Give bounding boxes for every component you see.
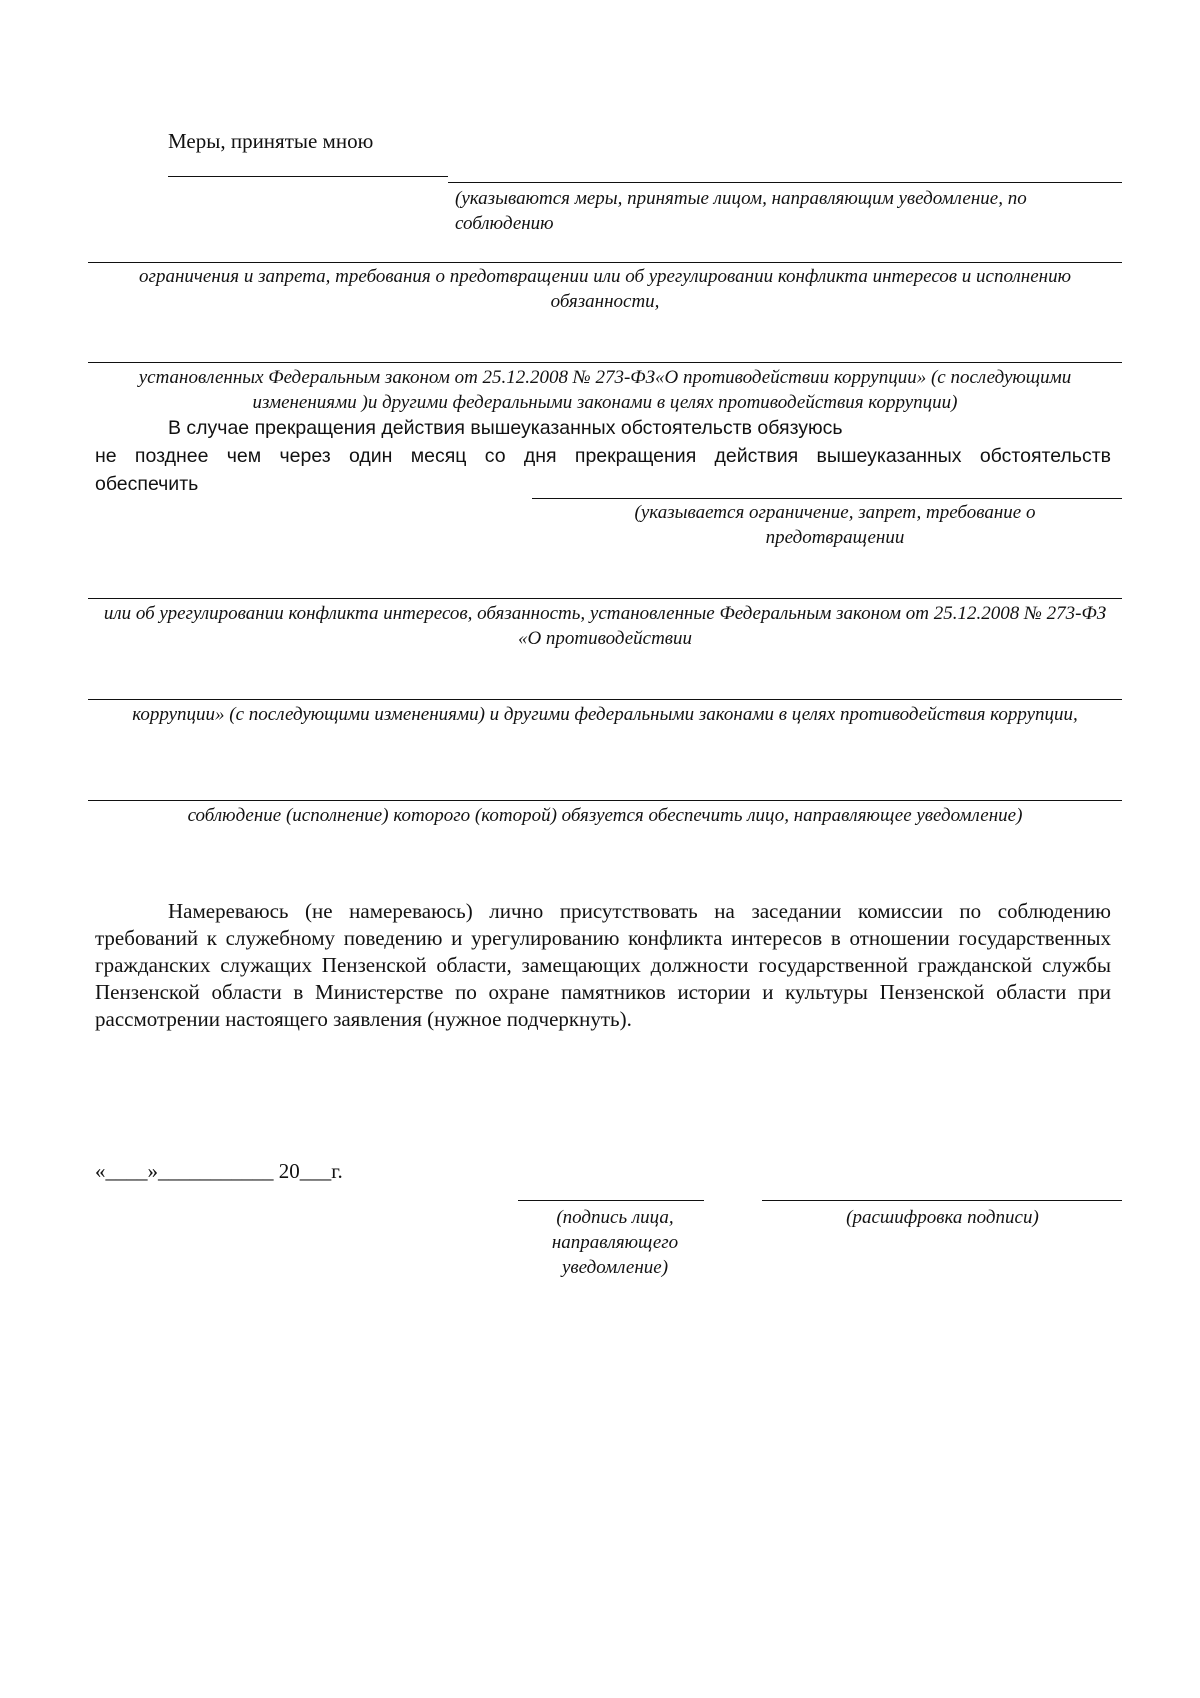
measures-note-1: (указываются меры, принятые лицом, направляющим уведомление, по соблюдению bbox=[455, 188, 1027, 234]
obligation-blank-3 bbox=[88, 699, 1122, 700]
measures-blank-long bbox=[448, 182, 1122, 183]
measures-note-2: ограничения и запрета, требования о предотвращении или об урегулировании конфликта интересов и исполнению обязанности, bbox=[139, 266, 1071, 312]
measures-note-3: установленных Федеральным законом от 25.12.2008 № 273-ФЗ«О противодействии коррупции» (с последующими изменениями )и другими федеральными законами в целях противодействия коррупции) bbox=[138, 367, 1072, 413]
obligation-note-4: соблюдение (исполнение) которого (которой) обязуется обеспечить лицо, направляющее уведомление) bbox=[187, 805, 1023, 826]
intent-paragraph: Намереваюсь (не намереваюсь) лично присутствовать на заседании комиссии по соблюдению требований к служебному поведению и урегулированию конфликта интересов в отношении государственных гражданских служащих Пензенской области, замещающих должности государственной гражданской службы Пензенской области в Министерстве по охране памятников истории и культуры Пензенской области при рассмотрении настоящего заявления (нужное подчеркнуть). bbox=[95, 899, 1111, 1031]
obligation-note-2: или об урегулировании конфликта интересов, обязанность, установленные Федеральным законом от 25.12.2008 № 273-ФЗ «О противодействии bbox=[103, 603, 1107, 649]
obligation-line-2: не позднее чем через один месяц со дня прекращения действия вышеуказанных обстоятельств bbox=[95, 445, 1111, 467]
obligation-blank-2 bbox=[88, 598, 1122, 599]
measures-heading: Меры, принятые мною bbox=[168, 129, 374, 153]
obligation-line-3: обеспечить bbox=[95, 473, 199, 495]
signature-blank bbox=[518, 1200, 704, 1201]
signature-decode-blank bbox=[762, 1200, 1122, 1201]
signature-caption: (подпись лица, направляющего уведомление) bbox=[551, 1207, 679, 1278]
obligation-note-3: коррупции» (с последующими изменениями) и другими федеральными законами в целях противодействия коррупции, bbox=[132, 704, 1078, 725]
obligation-blank-4 bbox=[88, 800, 1122, 801]
measures-blank-3 bbox=[88, 362, 1122, 363]
obligation-note-1: (указывается ограничение, запрет, требование о предотвращении bbox=[634, 502, 1036, 548]
measures-blank-2 bbox=[88, 262, 1122, 263]
signature-decode-caption: (расшифровка подписи) bbox=[846, 1207, 1039, 1228]
obligation-line-1: В случае прекращения действия вышеуказанных обстоятельств обязуюсь bbox=[168, 417, 843, 439]
measures-blank-short bbox=[168, 176, 448, 177]
date-line: «____»___________ 20___г. bbox=[95, 1159, 343, 1183]
obligation-blank-1 bbox=[532, 498, 1122, 499]
